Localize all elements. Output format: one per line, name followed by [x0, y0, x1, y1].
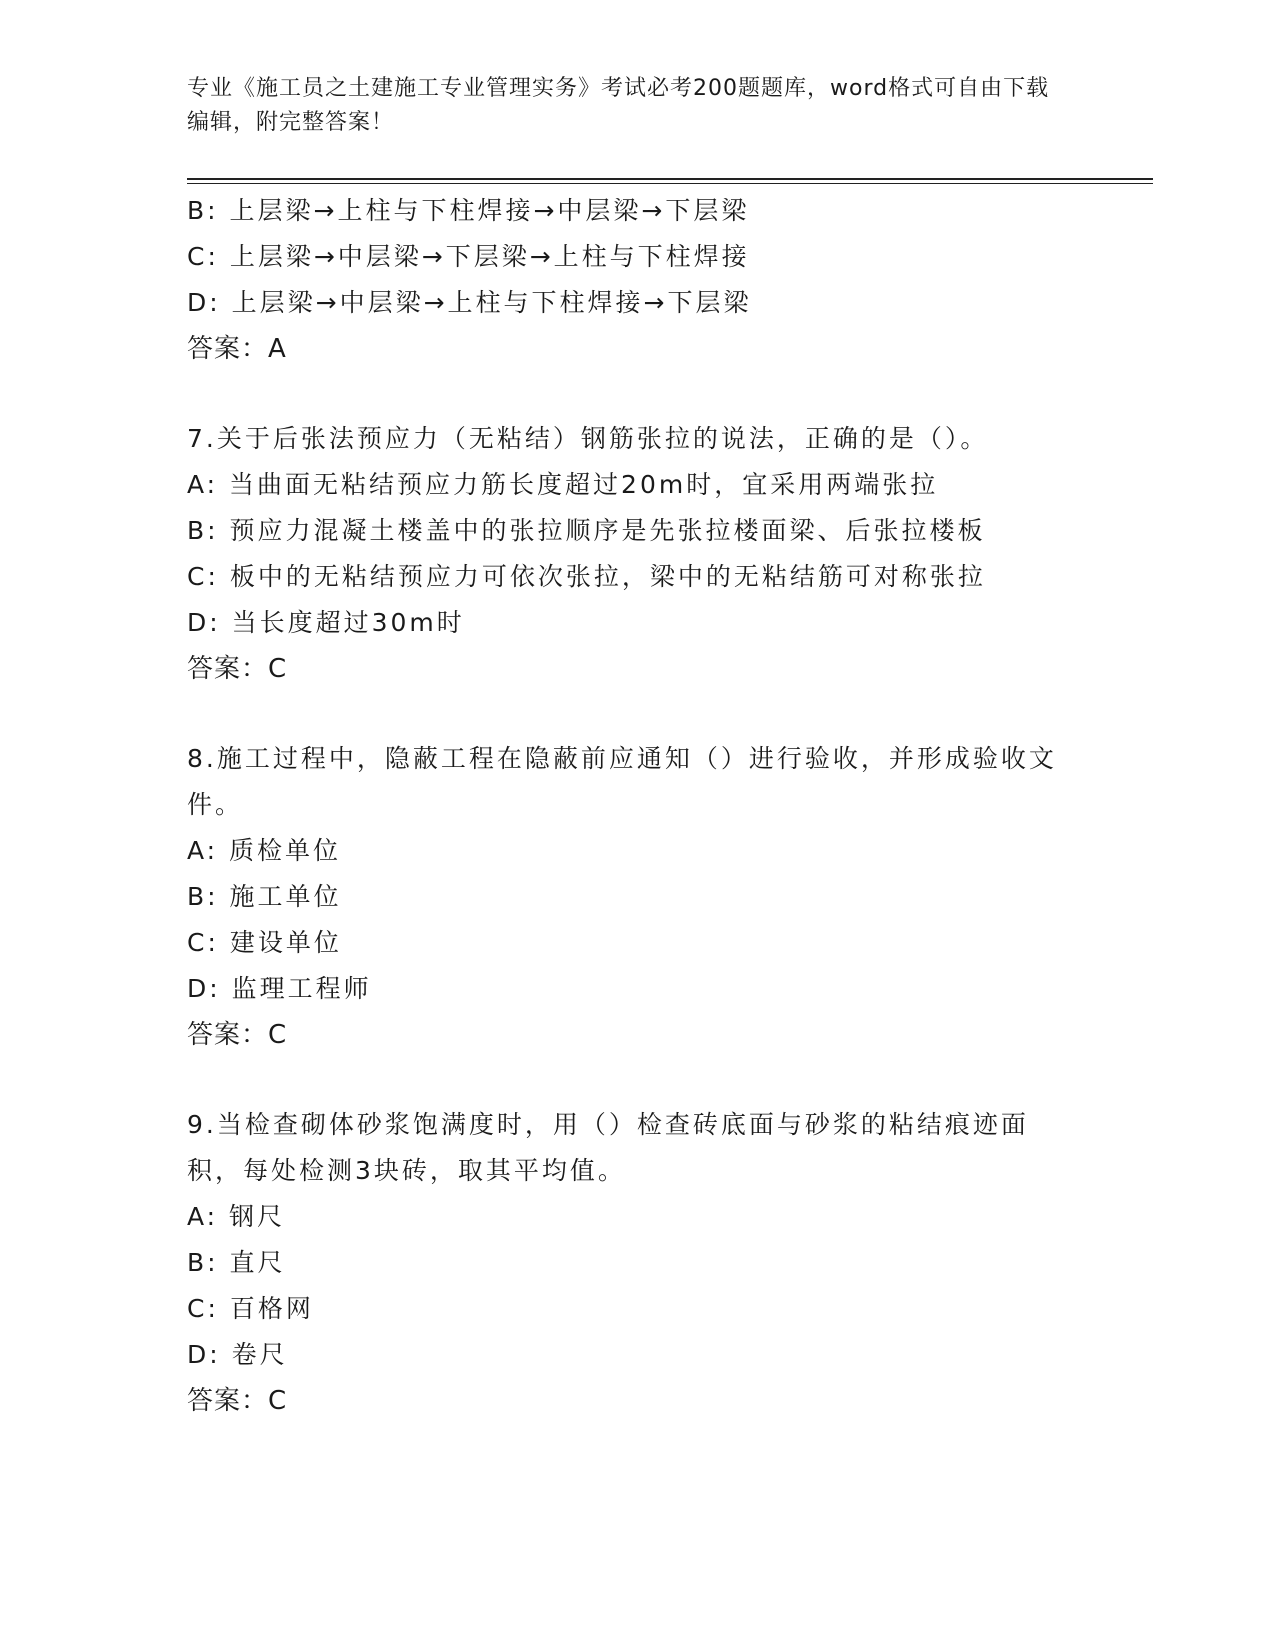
option-c: C: 板中的无粘结预应力可依次张拉，梁中的无粘结筋可对称张拉 — [187, 562, 986, 591]
answer-line: 答案：A — [187, 334, 287, 364]
option-d: D: 监理工程师 — [187, 974, 372, 1003]
partial-question — [187, 188, 1087, 372]
option-a: A: 钢尺 — [187, 1202, 286, 1231]
option-c: C: 百格网 — [187, 1294, 314, 1323]
option-b: B: 施工单位 — [187, 882, 342, 911]
question-stem: 9.当检查砌体砂浆饱满度时，用（）检查砖底面与砂浆的粘结痕迹面积，每处检测3块砖，取其平均值。 — [187, 1110, 1029, 1185]
option-d: D: 上层梁→中层梁→上柱与下柱焊接→下层梁 — [187, 288, 752, 317]
header-rule-thin — [187, 183, 1153, 184]
option-b: B: 直尺 — [187, 1248, 286, 1277]
option-d: D: 当长度超过30m时 — [187, 608, 465, 637]
option-b: B: 上层梁→上柱与下柱焊接→中层梁→下层梁 — [187, 196, 750, 225]
answer-line: 答案：C — [187, 1020, 288, 1050]
document-body — [187, 188, 1087, 1424]
document-header: 专业《施工员之土建施工专业管理实务》考试必考200题题库，word格式可自由下载编辑，附完整答案！ — [187, 76, 1050, 135]
question-7 — [187, 416, 1087, 692]
question-9 — [187, 1102, 1087, 1424]
option-b: B: 预应力混凝土楼盖中的张拉顺序是先张拉楼面梁、后张拉楼板 — [187, 516, 986, 545]
question-stem: 7.关于后张法预应力（无粘结）钢筋张拉的说法，正确的是（）。 — [187, 424, 989, 453]
option-d: D: 卷尺 — [187, 1340, 288, 1369]
question-8 — [187, 736, 1087, 1058]
option-a: A: 质检单位 — [187, 836, 342, 865]
option-a: A: 当曲面无粘结预应力筋长度超过20m时，宜采用两端张拉 — [187, 470, 939, 499]
answer-line: 答案：C — [187, 654, 288, 684]
option-c: C: 建设单位 — [187, 928, 342, 957]
option-c: C: 上层梁→中层梁→下层梁→上柱与下柱焊接 — [187, 242, 750, 271]
question-stem: 8.施工过程中，隐蔽工程在隐蔽前应通知（）进行验收，并形成验收文件。 — [187, 744, 1057, 819]
header-rule-thick — [187, 178, 1153, 180]
answer-line: 答案：C — [187, 1386, 288, 1416]
